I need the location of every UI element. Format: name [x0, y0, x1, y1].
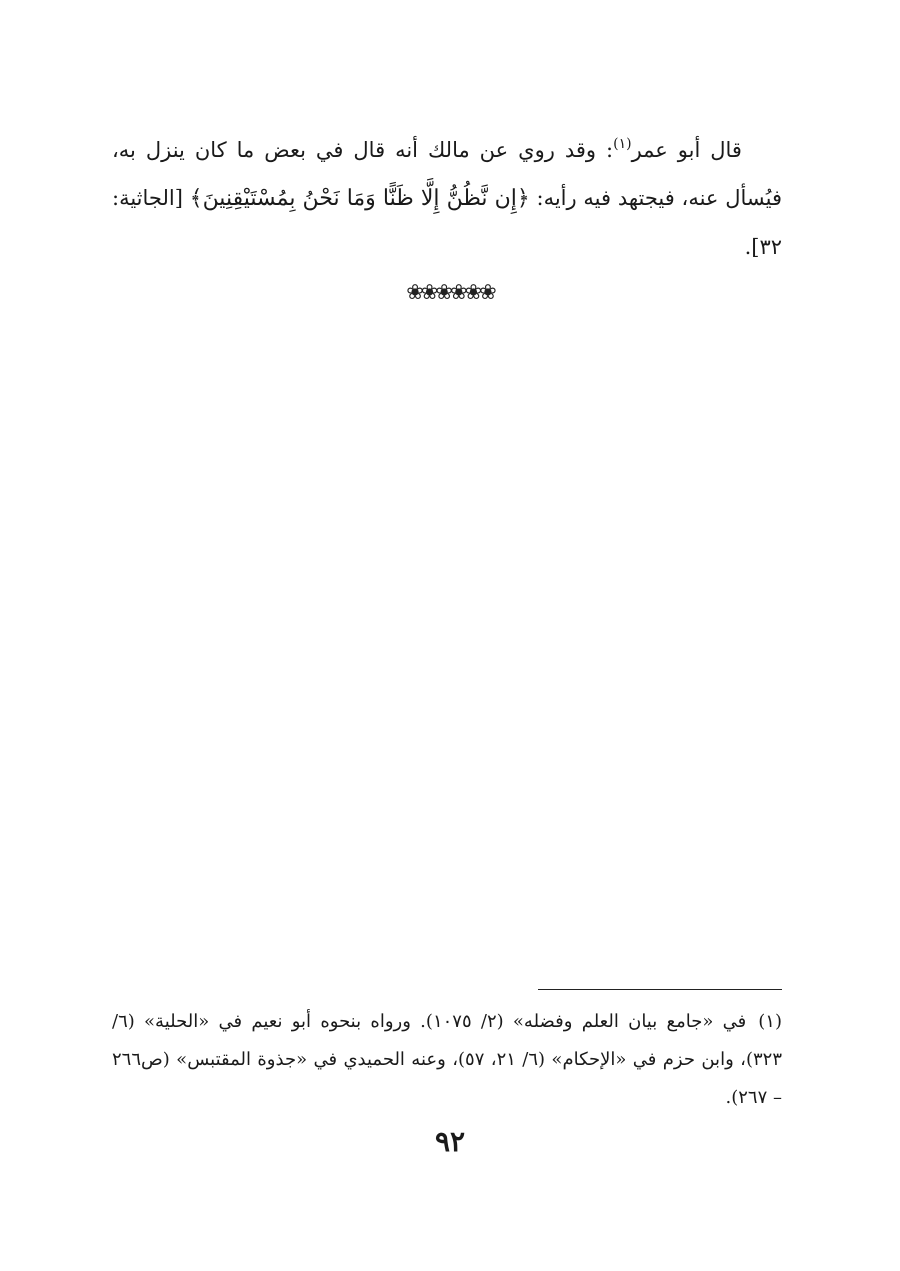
footnote-reference[interactable]: (١) — [613, 136, 632, 152]
main-paragraph — [112, 120, 782, 271]
paragraph-text: : وقد روي عن مالك أنه قال في بعض ما كان ينزل به، فيُسأل عنه، فيجتهد فيه رأيه: — [112, 138, 782, 210]
section-ornament-icon: ❀❀❀❀❀❀ — [406, 280, 494, 304]
page-number: ٩٢ — [434, 1125, 466, 1158]
footnotes-section — [112, 1003, 782, 1117]
footnote-text: في «جامع بيان العلم وفضله» (٢/ ١٠٧٥). ورواه بنحوه أبو نعيم في «الحلية» (٦/ ٣٢٣)، وابن حزم في «الإحكام» (٦/ ٢١، ٥٧)، وعنه الحميدي في «جذوة المقتبس» (ص٢٦٦ – ٢٦٧). — [112, 1011, 782, 1108]
quran-verse: ﴿إِن نَّظُنُّ إِلَّا ظَنًّا وَمَا نَحْنُ بِمُسْتَيْقِنِينَ﴾ — [189, 186, 530, 211]
footnote-marker: (١) — [758, 1011, 782, 1032]
speaker-name: قال أبو عمر — [631, 138, 742, 162]
footnote-divider — [538, 989, 782, 990]
main-text-block — [112, 120, 782, 271]
verse-citation: [الجاثية: ٣٢]. — [112, 186, 782, 259]
footnote-item — [112, 1003, 782, 1117]
